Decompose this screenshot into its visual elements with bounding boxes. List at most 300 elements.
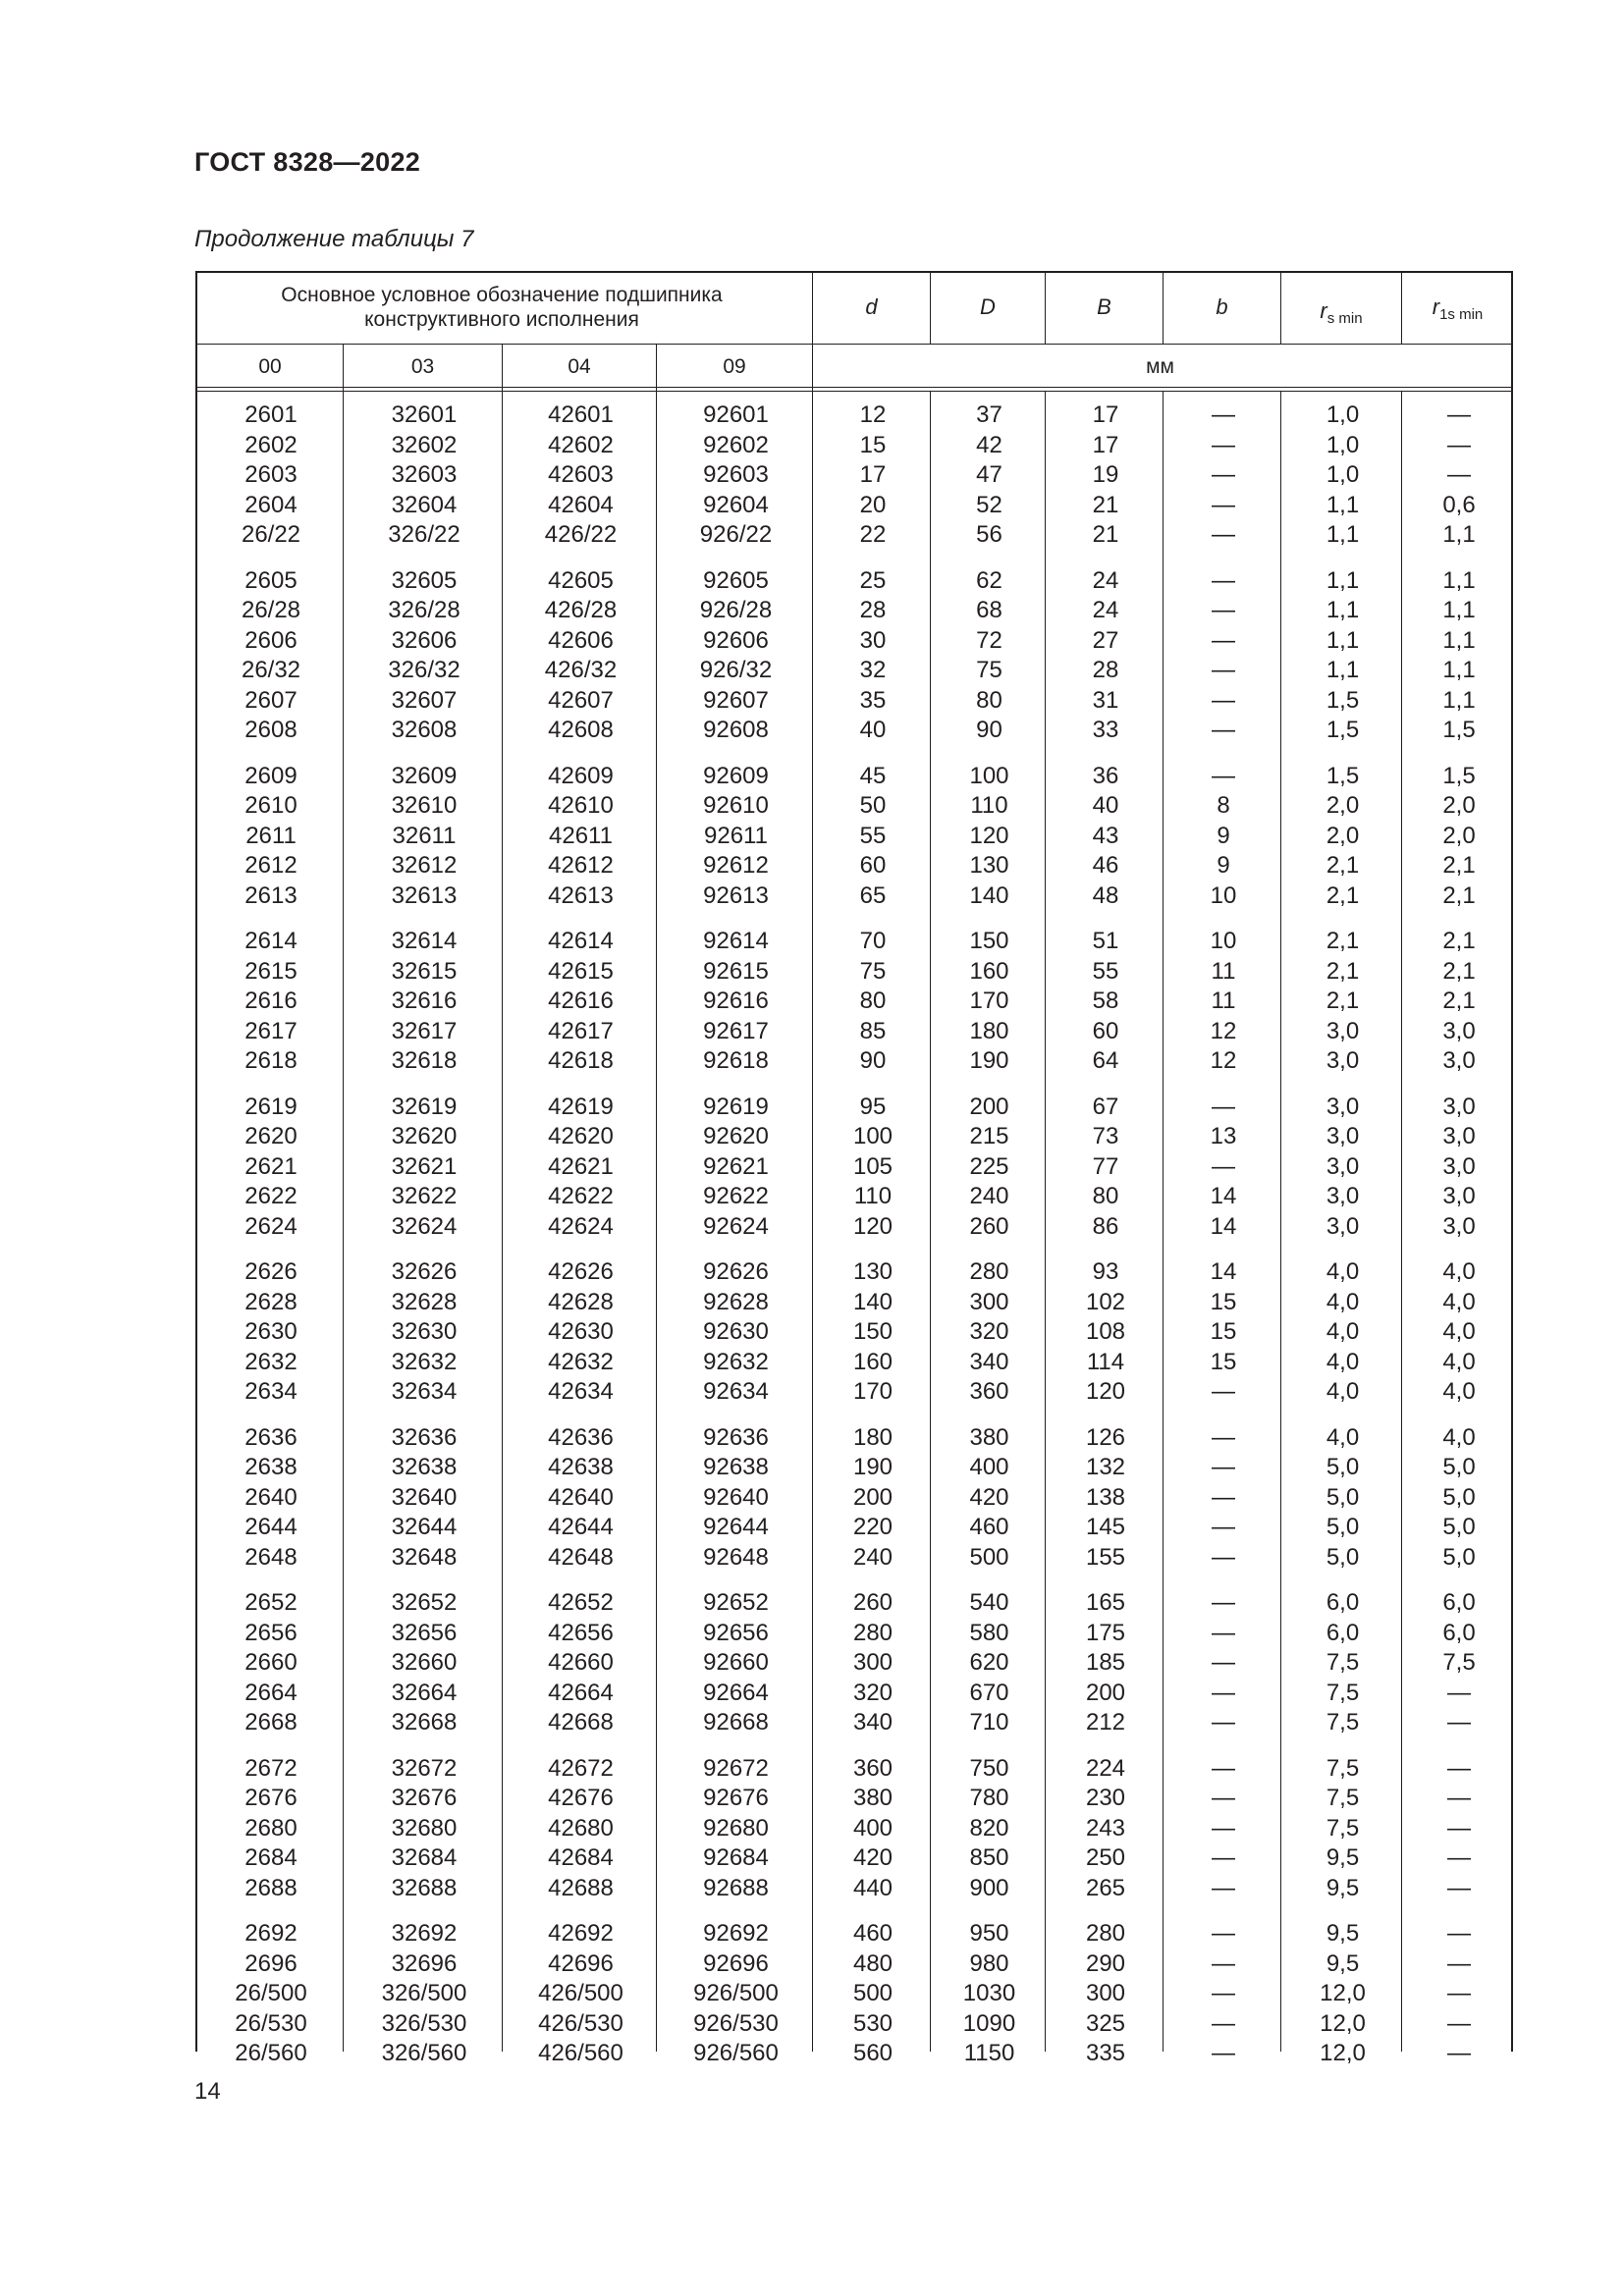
table-cell: 10 xyxy=(1210,881,1237,909)
table-cell: 190 xyxy=(852,1454,893,1480)
table-cell: 92603 xyxy=(703,461,769,488)
table-cell: 92602 xyxy=(703,431,769,458)
table-cell: 15 xyxy=(1210,1348,1237,1375)
table-row xyxy=(197,491,1511,521)
table-row xyxy=(197,1348,1511,1378)
table-row xyxy=(197,1257,1511,1288)
table-cell: 145 xyxy=(1085,1514,1126,1540)
table-cell: 9 xyxy=(1217,822,1230,849)
table-cell: — xyxy=(1212,1152,1235,1180)
table-cell: 32632 xyxy=(391,1348,458,1375)
table-cell: 2648 xyxy=(244,1543,298,1571)
table-cell: 32620 xyxy=(391,1123,458,1149)
table-cell: 14 xyxy=(1210,1258,1237,1285)
table-cell: 92606 xyxy=(703,626,769,654)
table-cell: 42617 xyxy=(548,1017,614,1044)
table-cell: 92640 xyxy=(703,1483,769,1511)
table-cell: 3,0 xyxy=(1326,1212,1360,1240)
table-cell: 2640 xyxy=(244,1483,298,1511)
table-cell: — xyxy=(1212,1378,1235,1405)
table-cell: 32668 xyxy=(391,1709,458,1735)
table-cell: 225 xyxy=(969,1152,1009,1180)
table-cell: 240 xyxy=(969,1183,1009,1209)
table-cell: 3,0 xyxy=(1326,1093,1360,1120)
table-cell: 92672 xyxy=(703,1754,769,1782)
table-cell: 51 xyxy=(1092,928,1119,954)
table-cell: 2,0 xyxy=(1442,792,1476,819)
row-group xyxy=(197,1257,1511,1408)
table-cell: 2615 xyxy=(244,957,298,985)
table-cell: 2620 xyxy=(244,1123,298,1149)
header-code-03: 03 xyxy=(410,355,435,378)
table-cell: — xyxy=(1447,1754,1471,1782)
table-row xyxy=(197,1619,1511,1649)
table-cell: 92680 xyxy=(703,1814,769,1842)
table-cell: 3,0 xyxy=(1326,1017,1360,1044)
table-cell: 5,0 xyxy=(1442,1483,1476,1511)
table-cell: 17 xyxy=(859,461,887,488)
table-cell: 42664 xyxy=(548,1679,614,1706)
table-cell: 92601 xyxy=(703,401,769,428)
table-cell: 1,0 xyxy=(1326,431,1360,458)
table-cell: 300 xyxy=(969,1288,1009,1315)
table-cell: 710 xyxy=(969,1709,1009,1735)
table-cell: 400 xyxy=(852,1814,893,1842)
table-cell: 42615 xyxy=(548,957,614,985)
table-cell: 17 xyxy=(1092,431,1119,458)
table-cell: 7,5 xyxy=(1326,1785,1360,1811)
table-row xyxy=(197,1152,1511,1183)
table-cell: 42607 xyxy=(548,686,614,714)
table-cell: 2619 xyxy=(244,1093,298,1120)
table-cell: 360 xyxy=(969,1378,1009,1405)
designation-header-line2: конструктивного исполнения xyxy=(364,308,639,331)
table-cell: — xyxy=(1212,401,1235,428)
table-row xyxy=(197,1017,1511,1047)
table-cell: 2680 xyxy=(244,1814,298,1842)
table-cell: 7,5 xyxy=(1442,1649,1476,1676)
table-cell: 1,1 xyxy=(1326,626,1360,654)
table-cell: 35 xyxy=(859,686,887,714)
table-cell: 9 xyxy=(1217,852,1230,879)
table-cell: 21 xyxy=(1092,521,1119,548)
grid-line xyxy=(197,391,1511,392)
table-cell: 1,1 xyxy=(1326,597,1360,623)
table-row xyxy=(197,1483,1511,1514)
table-cell: 37 xyxy=(976,401,1002,428)
table-cell: 42676 xyxy=(548,1785,614,1811)
table-cell: 42612 xyxy=(548,852,614,879)
table-cell: 42611 xyxy=(549,822,613,849)
table-cell: 75 xyxy=(859,957,887,985)
table-cell: 32624 xyxy=(391,1212,458,1240)
table-cell: 2,1 xyxy=(1326,988,1360,1014)
table-cell: 92604 xyxy=(703,491,769,518)
table-cell: 32603 xyxy=(391,461,458,488)
table-cell: 56 xyxy=(976,521,1002,548)
table-cell: 2613 xyxy=(244,881,298,909)
table-cell: 420 xyxy=(969,1483,1009,1511)
table-cell: — xyxy=(1212,1754,1235,1782)
table-cell: 2664 xyxy=(244,1679,298,1706)
table-cell: 32640 xyxy=(391,1483,458,1511)
table-cell: 42656 xyxy=(548,1619,614,1646)
table-cell: 92624 xyxy=(703,1212,769,1240)
table-cell: 42 xyxy=(976,431,1002,458)
table-cell: 95 xyxy=(859,1093,887,1120)
table-cell: 5,0 xyxy=(1442,1514,1476,1540)
table-cell: 500 xyxy=(969,1543,1009,1571)
table-cell: 28 xyxy=(859,597,887,623)
table-cell: 92620 xyxy=(703,1123,769,1149)
table-cell: 12,0 xyxy=(1320,2009,1366,2037)
table-cell: 750 xyxy=(969,1754,1009,1782)
table-row xyxy=(197,2009,1511,2040)
table-cell: — xyxy=(1447,1679,1471,1706)
table-cell: 926/500 xyxy=(693,1980,779,2006)
table-cell: 4,0 xyxy=(1442,1378,1476,1405)
table-cell: 26/32 xyxy=(241,657,301,683)
table-cell: — xyxy=(1212,1483,1235,1511)
table-cell: 530 xyxy=(852,2009,893,2037)
table-cell: 380 xyxy=(969,1423,1009,1451)
table-cell: — xyxy=(1212,2040,1235,2066)
table-cell: 32610 xyxy=(391,792,458,819)
table-cell: 1,1 xyxy=(1442,597,1476,623)
table-cell: 92668 xyxy=(703,1709,769,1735)
table-cell: 8 xyxy=(1217,792,1230,819)
table-cell: — xyxy=(1447,1874,1471,1901)
table-cell: 3,0 xyxy=(1326,1152,1360,1180)
table-cell: 46 xyxy=(1092,852,1119,879)
table-cell: 4,0 xyxy=(1442,1318,1476,1345)
table-row xyxy=(197,596,1511,626)
table-cell: 224 xyxy=(1085,1754,1126,1782)
table-cell: 1,5 xyxy=(1442,717,1476,743)
table-cell: 32660 xyxy=(391,1649,458,1676)
table-cell: 42668 xyxy=(548,1709,614,1735)
table-cell: 10 xyxy=(1210,928,1237,954)
table-cell: — xyxy=(1212,566,1235,594)
table-cell: 42613 xyxy=(548,881,614,909)
table-cell: 62 xyxy=(976,566,1002,594)
table-cell: 32605 xyxy=(391,566,458,594)
table-cell: 70 xyxy=(859,928,887,954)
table-cell: 7,5 xyxy=(1326,1649,1360,1676)
table-cell: 2644 xyxy=(244,1514,298,1540)
row-group xyxy=(197,762,1511,912)
table-caption: Продолжение таблицы 7 xyxy=(194,226,474,252)
table-cell: — xyxy=(1212,431,1235,458)
table-cell: 65 xyxy=(859,881,887,909)
table-cell: — xyxy=(1212,717,1235,743)
table-cell: 42680 xyxy=(548,1814,614,1842)
table-cell: 130 xyxy=(852,1258,893,1285)
table-cell: 1150 xyxy=(963,2040,1015,2066)
table-row xyxy=(197,1046,1511,1077)
table-cell: 32630 xyxy=(391,1318,458,1345)
table-cell: 42606 xyxy=(548,626,614,654)
table-cell: 1,0 xyxy=(1326,461,1360,488)
table-cell: — xyxy=(1212,657,1235,683)
table-cell: 2692 xyxy=(244,1920,298,1947)
table-cell: 32618 xyxy=(391,1047,458,1074)
table-cell: 32634 xyxy=(391,1378,458,1405)
table-cell: 3,0 xyxy=(1442,1123,1476,1149)
table-cell: 12,0 xyxy=(1320,2040,1366,2066)
table-cell: — xyxy=(1447,2009,1471,2037)
table-cell: 42696 xyxy=(548,1949,614,1977)
table-cell: 5,0 xyxy=(1442,1543,1476,1571)
table-cell: 92608 xyxy=(703,717,769,743)
table-cell: 32606 xyxy=(391,626,458,654)
table-cell: — xyxy=(1212,1980,1235,2006)
table-cell: 380 xyxy=(852,1785,893,1811)
table-cell: 92628 xyxy=(703,1288,769,1315)
table-cell: 42610 xyxy=(548,792,614,819)
table-cell: 1,0 xyxy=(1326,401,1360,428)
document-header: ГОСТ 8328—2022 xyxy=(194,147,421,177)
table-cell: 2636 xyxy=(244,1423,298,1451)
table-cell: 92660 xyxy=(703,1649,769,1676)
table-row xyxy=(197,1679,1511,1709)
table-row xyxy=(197,1754,1511,1785)
table-cell: 426/32 xyxy=(544,657,618,683)
table-cell: 32612 xyxy=(391,852,458,879)
table-cell: 32609 xyxy=(391,762,458,789)
table-cell: 42692 xyxy=(548,1920,614,1947)
table-cell: 2622 xyxy=(244,1183,298,1209)
table-cell: 0,6 xyxy=(1442,491,1476,518)
row-group xyxy=(197,927,1511,1077)
table-cell: 42609 xyxy=(548,762,614,789)
table-cell: 1,5 xyxy=(1442,762,1476,789)
table-cell: 2601 xyxy=(244,401,298,428)
table-row xyxy=(197,1453,1511,1483)
table-cell: 75 xyxy=(976,657,1002,683)
table-cell: 42621 xyxy=(548,1152,614,1180)
table-cell: 27 xyxy=(1092,626,1119,654)
table-cell: — xyxy=(1212,1709,1235,1735)
table-cell: 12 xyxy=(859,401,887,428)
table-cell: 170 xyxy=(852,1378,893,1405)
table-cell: 250 xyxy=(1085,1844,1126,1871)
table-cell: — xyxy=(1212,626,1235,654)
table-cell: — xyxy=(1212,1423,1235,1451)
table-cell: — xyxy=(1447,1920,1471,1947)
table-cell: 325 xyxy=(1085,2009,1126,2037)
table-cell: 2605 xyxy=(244,566,298,594)
table-cell: 92621 xyxy=(703,1152,769,1180)
table-cell: 326/22 xyxy=(388,521,460,548)
table-cell: 220 xyxy=(852,1514,893,1540)
table-cell: 400 xyxy=(969,1454,1009,1480)
table-cell: 42628 xyxy=(548,1288,614,1315)
table-cell: 92636 xyxy=(703,1423,769,1451)
table-cell: 2610 xyxy=(244,792,298,819)
table-cell: 32638 xyxy=(391,1454,458,1480)
table-cell: 92664 xyxy=(703,1679,769,1706)
table-row xyxy=(197,1843,1511,1874)
table-row xyxy=(197,1784,1511,1814)
table-cell: 2602 xyxy=(244,431,298,458)
table-cell: 42602 xyxy=(548,431,614,458)
table-cell: 7,5 xyxy=(1326,1814,1360,1842)
table-cell: 92613 xyxy=(703,881,769,909)
table-cell: 2668 xyxy=(244,1709,298,1735)
table-cell: 175 xyxy=(1085,1619,1126,1646)
table-cell: 426/22 xyxy=(544,521,618,548)
table-cell: — xyxy=(1212,1785,1235,1811)
table-row xyxy=(197,1317,1511,1348)
table-cell: — xyxy=(1212,1949,1235,1977)
table-cell: — xyxy=(1212,1844,1235,1871)
table-cell: 92615 xyxy=(703,957,769,985)
table-cell: — xyxy=(1447,431,1471,458)
table-cell: — xyxy=(1447,1980,1471,2006)
table-cell: 3,0 xyxy=(1442,1047,1476,1074)
table-cell: 2614 xyxy=(244,928,298,954)
table-cell: 326/560 xyxy=(381,2040,467,2066)
table-cell: 100 xyxy=(852,1123,893,1149)
table-cell: 3,0 xyxy=(1442,1152,1476,1180)
table-cell: 240 xyxy=(852,1543,893,1571)
table-cell: 30 xyxy=(859,626,887,654)
table-cell: 260 xyxy=(969,1212,1009,1240)
grid-line xyxy=(197,344,1511,345)
table-cell: 42605 xyxy=(548,566,614,594)
table-cell: 260 xyxy=(852,1589,893,1616)
header-code-09: 09 xyxy=(723,355,746,378)
table-cell: 140 xyxy=(852,1288,893,1315)
table-row xyxy=(197,1377,1511,1408)
table-cell: 40 xyxy=(859,717,887,743)
table-cell: 2,1 xyxy=(1326,957,1360,985)
table-cell: 265 xyxy=(1085,1874,1126,1901)
table-cell: 4,0 xyxy=(1442,1258,1476,1285)
table-cell: 5,0 xyxy=(1326,1514,1360,1540)
table-cell: 72 xyxy=(976,626,1002,654)
table-cell: 1,1 xyxy=(1442,521,1476,548)
table-cell: 2603 xyxy=(244,461,298,488)
table-cell: 926/28 xyxy=(699,597,773,623)
table-cell: 1030 xyxy=(962,1980,1016,2006)
table-cell: 150 xyxy=(852,1318,893,1345)
table-cell: 92622 xyxy=(703,1183,769,1209)
table-cell: 33 xyxy=(1092,717,1119,743)
table-cell: 138 xyxy=(1085,1483,1126,1511)
table-row xyxy=(197,1814,1511,1844)
table-cell: 105 xyxy=(852,1152,893,1180)
table-cell: 42619 xyxy=(548,1093,614,1120)
table-cell: 102 xyxy=(1085,1288,1126,1315)
table-cell: 42640 xyxy=(548,1483,614,1511)
table-body xyxy=(197,400,1511,2085)
table-cell: 12 xyxy=(1210,1017,1237,1044)
table-cell: 2626 xyxy=(244,1258,298,1285)
table-cell: 9,5 xyxy=(1326,1874,1360,1901)
unit-header: мм xyxy=(1146,355,1174,378)
table-cell: 2617 xyxy=(244,1017,298,1044)
table-row xyxy=(197,1122,1511,1152)
table-cell: 2604 xyxy=(244,491,298,518)
table-cell: 420 xyxy=(852,1844,893,1871)
table-cell: 42622 xyxy=(548,1183,614,1209)
table-cell: 64 xyxy=(1092,1047,1119,1074)
table-cell: 120 xyxy=(852,1212,893,1240)
table-cell: 2660 xyxy=(244,1649,298,1676)
table-cell: 670 xyxy=(969,1679,1009,1706)
table-cell: 2652 xyxy=(244,1589,298,1616)
table-cell: 200 xyxy=(852,1483,893,1511)
table-cell: 67 xyxy=(1092,1093,1119,1120)
table-cell: 540 xyxy=(969,1589,1009,1616)
table-cell: 24 xyxy=(1092,597,1119,623)
table-cell: 1,1 xyxy=(1326,521,1360,548)
table-row xyxy=(197,520,1511,551)
table-cell: 180 xyxy=(969,1017,1009,1044)
table-cell: 92607 xyxy=(703,686,769,714)
table-cell: 42603 xyxy=(548,461,614,488)
table-row xyxy=(197,881,1511,912)
table-cell: 32619 xyxy=(391,1093,458,1120)
table-cell: 2,0 xyxy=(1326,792,1360,819)
table-cell: 92617 xyxy=(703,1017,769,1044)
table-cell: 300 xyxy=(852,1649,893,1676)
table-row xyxy=(197,1588,1511,1619)
table-cell: 4,0 xyxy=(1326,1423,1360,1451)
table-cell: — xyxy=(1447,1949,1471,1977)
table-cell: — xyxy=(1212,1589,1235,1616)
table-cell: 42632 xyxy=(548,1348,614,1375)
row-group xyxy=(197,1919,1511,2069)
table-cell: 326/500 xyxy=(381,1980,467,2006)
table-cell: 32680 xyxy=(391,1814,458,1842)
table-cell: 32613 xyxy=(391,881,458,909)
table-cell: 120 xyxy=(1085,1378,1126,1405)
table-cell: 92692 xyxy=(703,1920,769,1947)
table-cell: 2,1 xyxy=(1326,852,1360,879)
table-cell: 1,1 xyxy=(1326,657,1360,683)
table-cell: — xyxy=(1212,1093,1235,1120)
table-row xyxy=(197,851,1511,881)
table-cell: — xyxy=(1212,1454,1235,1480)
table-cell: 92688 xyxy=(703,1874,769,1901)
table-cell: 926/560 xyxy=(693,2040,779,2066)
table-cell: 4,0 xyxy=(1442,1348,1476,1375)
table-cell: 55 xyxy=(1092,957,1119,985)
table-cell: — xyxy=(1212,1514,1235,1540)
table-row xyxy=(197,716,1511,746)
table-cell: 28 xyxy=(1092,657,1119,683)
table-cell: 440 xyxy=(852,1874,893,1901)
table-cell: 42652 xyxy=(548,1589,614,1616)
table-cell: 60 xyxy=(1092,1017,1119,1044)
table-cell: 2,1 xyxy=(1326,881,1360,909)
table-cell: 3,0 xyxy=(1326,1047,1360,1074)
table-cell: 170 xyxy=(969,988,1009,1014)
table-cell: 48 xyxy=(1092,881,1119,909)
table-cell: 926/22 xyxy=(699,521,773,548)
table-cell: 19 xyxy=(1092,461,1119,488)
table-row xyxy=(197,686,1511,717)
table-cell: 42614 xyxy=(548,928,614,954)
table-cell: 3,0 xyxy=(1326,1183,1360,1209)
table-cell: 32604 xyxy=(391,491,458,518)
table-cell: 160 xyxy=(852,1348,893,1375)
table-cell: 2608 xyxy=(244,717,298,743)
header-D: D xyxy=(980,294,996,319)
